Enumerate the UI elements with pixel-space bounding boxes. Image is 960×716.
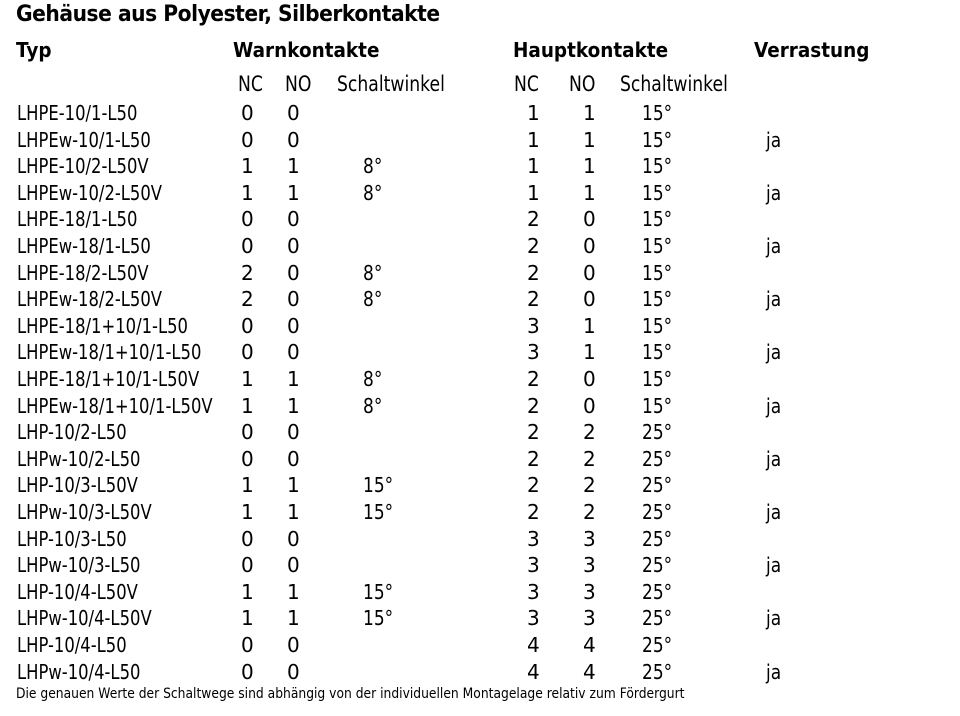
cell-warn-no: 0: [287, 207, 300, 231]
cell-verrastung: ja: [766, 500, 782, 524]
cell-typ: LHP-10/2-L50: [17, 420, 127, 444]
cell-verrastung: ja: [766, 394, 782, 418]
cell-warn-nc: 1: [241, 181, 254, 205]
cell-typ: LHP-10/4-L50: [17, 633, 127, 657]
cell-haupt-nc: 2: [527, 394, 540, 418]
cell-warn-schaltwinkel: 15°: [363, 580, 394, 604]
table-row: [0, 286, 960, 312]
cell-warn-no: 1: [287, 500, 300, 524]
cell-warn-no: 0: [287, 101, 300, 125]
cell-haupt-schaltwinkel: 15°: [642, 287, 673, 311]
cell-typ: LHPEw-10/2-L50V: [17, 181, 163, 205]
cell-haupt-schaltwinkel: 25°: [642, 473, 673, 497]
cell-warn-nc: 0: [241, 527, 254, 551]
cell-haupt-nc: 3: [527, 580, 540, 604]
cell-typ: LHPEw-18/1-L50: [17, 234, 151, 258]
table-row: [0, 605, 960, 631]
cell-haupt-nc: 1: [527, 101, 540, 125]
cell-warn-no: 1: [287, 473, 300, 497]
table-row: [0, 446, 960, 472]
cell-haupt-nc: 2: [527, 500, 540, 524]
cell-haupt-nc: 3: [527, 606, 540, 630]
cell-haupt-schaltwinkel: 15°: [642, 367, 673, 391]
cell-typ: LHPw-10/3-L50V: [17, 500, 152, 524]
cell-warn-nc: 1: [241, 580, 254, 604]
cell-warn-no: 1: [287, 606, 300, 630]
cell-haupt-nc: 2: [527, 420, 540, 444]
cell-warn-nc: 1: [241, 606, 254, 630]
subheader-haupt-nc: NC: [514, 72, 539, 96]
cell-haupt-schaltwinkel: 15°: [642, 234, 673, 258]
cell-warn-schaltwinkel: 15°: [363, 473, 394, 497]
subheader-warn-schaltwinkel: Schaltwinkel: [337, 72, 445, 96]
cell-haupt-schaltwinkel: 15°: [642, 314, 673, 338]
cell-typ: LHPEw-18/1+10/1-L50V: [17, 394, 213, 418]
cell-warn-schaltwinkel: 8°: [363, 181, 383, 205]
cell-typ: LHPEw-18/2-L50V: [17, 287, 163, 311]
cell-warn-nc: 0: [241, 420, 254, 444]
cell-typ: LHPw-10/2-L50: [17, 447, 141, 471]
cell-verrastung: ja: [766, 181, 782, 205]
table-row: [0, 552, 960, 578]
cell-warn-no: 0: [287, 287, 300, 311]
cell-haupt-no: 0: [583, 367, 596, 391]
cell-verrastung: ja: [766, 660, 782, 684]
table-row: [0, 206, 960, 232]
cell-haupt-no: 1: [583, 154, 596, 178]
cell-warn-no: 0: [287, 660, 300, 684]
table-row: [0, 100, 960, 126]
cell-haupt-no: 3: [583, 553, 596, 577]
cell-warn-nc: 1: [241, 500, 254, 524]
cell-verrastung: ja: [766, 234, 782, 258]
cell-haupt-schaltwinkel: 25°: [642, 606, 673, 630]
cell-typ: LHPEw-18/1+10/1-L50: [17, 340, 202, 364]
cell-warn-no: 0: [287, 234, 300, 258]
cell-warn-nc: 2: [241, 261, 254, 285]
cell-haupt-no: 0: [583, 261, 596, 285]
cell-haupt-schaltwinkel: 15°: [642, 261, 673, 285]
table-row: [0, 313, 960, 339]
cell-haupt-nc: 1: [527, 128, 540, 152]
cell-warn-no: 1: [287, 367, 300, 391]
cell-haupt-schaltwinkel: 25°: [642, 447, 673, 471]
cell-warn-nc: 0: [241, 553, 254, 577]
cell-warn-nc: 0: [241, 101, 254, 125]
table-row: [0, 526, 960, 552]
cell-warn-nc: 0: [241, 128, 254, 152]
cell-haupt-no: 3: [583, 527, 596, 551]
cell-haupt-nc: 2: [527, 367, 540, 391]
cell-typ: LHPEw-10/1-L50: [17, 128, 151, 152]
table-row: [0, 632, 960, 658]
cell-haupt-no: 1: [583, 340, 596, 364]
cell-warn-schaltwinkel: 8°: [363, 367, 383, 391]
cell-haupt-nc: 2: [527, 287, 540, 311]
cell-haupt-no: 1: [583, 128, 596, 152]
cell-typ: LHPE-10/2-L50V: [17, 154, 149, 178]
cell-warn-nc: 0: [241, 633, 254, 657]
cell-haupt-schaltwinkel: 25°: [642, 660, 673, 684]
cell-warn-nc: 1: [241, 367, 254, 391]
cell-verrastung: ja: [766, 128, 782, 152]
cell-typ: LHPE-18/1-L50: [17, 207, 138, 231]
cell-warn-no: 0: [287, 314, 300, 338]
cell-typ: LHP-10/3-L50: [17, 527, 127, 551]
table-row: [0, 472, 960, 498]
cell-warn-nc: 0: [241, 234, 254, 258]
cell-haupt-schaltwinkel: 15°: [642, 181, 673, 205]
cell-haupt-no: 4: [583, 633, 596, 657]
cell-typ: LHP-10/4-L50V: [17, 580, 138, 604]
cell-warn-schaltwinkel: 15°: [363, 606, 394, 630]
cell-warn-no: 0: [287, 128, 300, 152]
cell-warn-schaltwinkel: 8°: [363, 287, 383, 311]
cell-haupt-nc: 2: [527, 207, 540, 231]
subheader-haupt-no: NO: [569, 72, 596, 96]
cell-haupt-no: 2: [583, 473, 596, 497]
cell-warn-schaltwinkel: 8°: [363, 261, 383, 285]
cell-warn-no: 1: [287, 181, 300, 205]
cell-haupt-schaltwinkel: 25°: [642, 420, 673, 444]
table-row: [0, 260, 960, 286]
table-row: [0, 127, 960, 153]
cell-haupt-schaltwinkel: 25°: [642, 580, 673, 604]
cell-haupt-nc: 2: [527, 234, 540, 258]
cell-verrastung: ja: [766, 340, 782, 364]
cell-warn-nc: 0: [241, 207, 254, 231]
cell-haupt-nc: 4: [527, 633, 540, 657]
cell-haupt-nc: 2: [527, 473, 540, 497]
table-row: [0, 180, 960, 206]
cell-haupt-no: 2: [583, 447, 596, 471]
cell-verrastung: ja: [766, 447, 782, 471]
cell-warn-nc: 1: [241, 394, 254, 418]
cell-haupt-schaltwinkel: 15°: [642, 154, 673, 178]
cell-haupt-nc: 3: [527, 340, 540, 364]
cell-haupt-no: 3: [583, 606, 596, 630]
cell-haupt-no: 4: [583, 660, 596, 684]
cell-warn-nc: 0: [241, 660, 254, 684]
cell-warn-no: 0: [287, 447, 300, 471]
header-warnkontakte: Warnkontakte: [233, 38, 380, 62]
subheader-haupt-schaltwinkel: Schaltwinkel: [620, 72, 728, 96]
cell-verrastung: ja: [766, 553, 782, 577]
cell-haupt-nc: 2: [527, 447, 540, 471]
cell-haupt-no: 1: [583, 314, 596, 338]
cell-warn-no: 1: [287, 394, 300, 418]
cell-haupt-no: 3: [583, 580, 596, 604]
cell-warn-nc: 0: [241, 447, 254, 471]
table-row: [0, 366, 960, 392]
cell-verrastung: ja: [766, 606, 782, 630]
cell-haupt-no: 0: [583, 207, 596, 231]
cell-typ: LHPE-18/1+10/1-L50: [17, 314, 188, 338]
table-row: [0, 499, 960, 525]
cell-haupt-nc: 1: [527, 181, 540, 205]
table-row: [0, 153, 960, 179]
cell-haupt-nc: 3: [527, 314, 540, 338]
cell-warn-no: 0: [287, 420, 300, 444]
table-row: [0, 579, 960, 605]
header-hauptkontakte: Hauptkontakte: [513, 38, 669, 62]
cell-warn-no: 1: [287, 580, 300, 604]
cell-haupt-no: 0: [583, 287, 596, 311]
cell-haupt-schaltwinkel: 15°: [642, 340, 673, 364]
cell-haupt-no: 1: [583, 181, 596, 205]
cell-haupt-schaltwinkel: 15°: [642, 101, 673, 125]
table-row: [0, 393, 960, 419]
table-row: [0, 233, 960, 259]
cell-haupt-no: 1: [583, 101, 596, 125]
page-title: Gehäuse aus Polyester, Silberkontakte: [16, 2, 440, 27]
header-typ: Typ: [16, 38, 52, 62]
cell-warn-schaltwinkel: 8°: [363, 154, 383, 178]
cell-warn-nc: 1: [241, 154, 254, 178]
cell-haupt-no: 2: [583, 500, 596, 524]
cell-haupt-nc: 3: [527, 553, 540, 577]
cell-haupt-schaltwinkel: 25°: [642, 553, 673, 577]
subheader-warn-nc: NC: [238, 72, 263, 96]
cell-haupt-schaltwinkel: 25°: [642, 500, 673, 524]
cell-haupt-schaltwinkel: 25°: [642, 633, 673, 657]
cell-warn-nc: 0: [241, 314, 254, 338]
cell-typ: LHP-10/3-L50V: [17, 473, 138, 497]
cell-haupt-nc: 1: [527, 154, 540, 178]
cell-warn-schaltwinkel: 8°: [363, 394, 383, 418]
subheader-warn-no: NO: [285, 72, 312, 96]
cell-warn-no: 0: [287, 261, 300, 285]
footnote: Die genauen Werte der Schaltwege sind abhängig von der individuellen Montagelage relativ zum Fördergurt: [16, 686, 685, 702]
cell-verrastung: ja: [766, 287, 782, 311]
cell-haupt-no: 0: [583, 394, 596, 418]
cell-warn-no: 0: [287, 340, 300, 364]
cell-warn-nc: 2: [241, 287, 254, 311]
cell-typ: LHPw-10/4-L50V: [17, 606, 152, 630]
cell-haupt-no: 2: [583, 420, 596, 444]
cell-typ: LHPE-18/1+10/1-L50V: [17, 367, 200, 391]
table-row: [0, 659, 960, 685]
table-row: [0, 419, 960, 445]
cell-haupt-schaltwinkel: 15°: [642, 207, 673, 231]
cell-typ: LHPE-18/2-L50V: [17, 261, 149, 285]
cell-warn-no: 0: [287, 553, 300, 577]
header-verrastung: Verrastung: [754, 38, 870, 62]
cell-typ: LHPE-10/1-L50: [17, 101, 138, 125]
cell-warn-schaltwinkel: 15°: [363, 500, 394, 524]
cell-haupt-nc: 3: [527, 527, 540, 551]
cell-haupt-schaltwinkel: 15°: [642, 128, 673, 152]
cell-warn-no: 0: [287, 633, 300, 657]
cell-haupt-nc: 4: [527, 660, 540, 684]
cell-warn-nc: 1: [241, 473, 254, 497]
cell-warn-no: 1: [287, 154, 300, 178]
cell-warn-no: 0: [287, 527, 300, 551]
cell-haupt-schaltwinkel: 25°: [642, 527, 673, 551]
cell-haupt-nc: 2: [527, 261, 540, 285]
cell-warn-nc: 0: [241, 340, 254, 364]
cell-haupt-no: 0: [583, 234, 596, 258]
table-row: [0, 339, 960, 365]
cell-typ: LHPw-10/3-L50: [17, 553, 141, 577]
cell-typ: LHPw-10/4-L50: [17, 660, 141, 684]
cell-haupt-schaltwinkel: 15°: [642, 394, 673, 418]
